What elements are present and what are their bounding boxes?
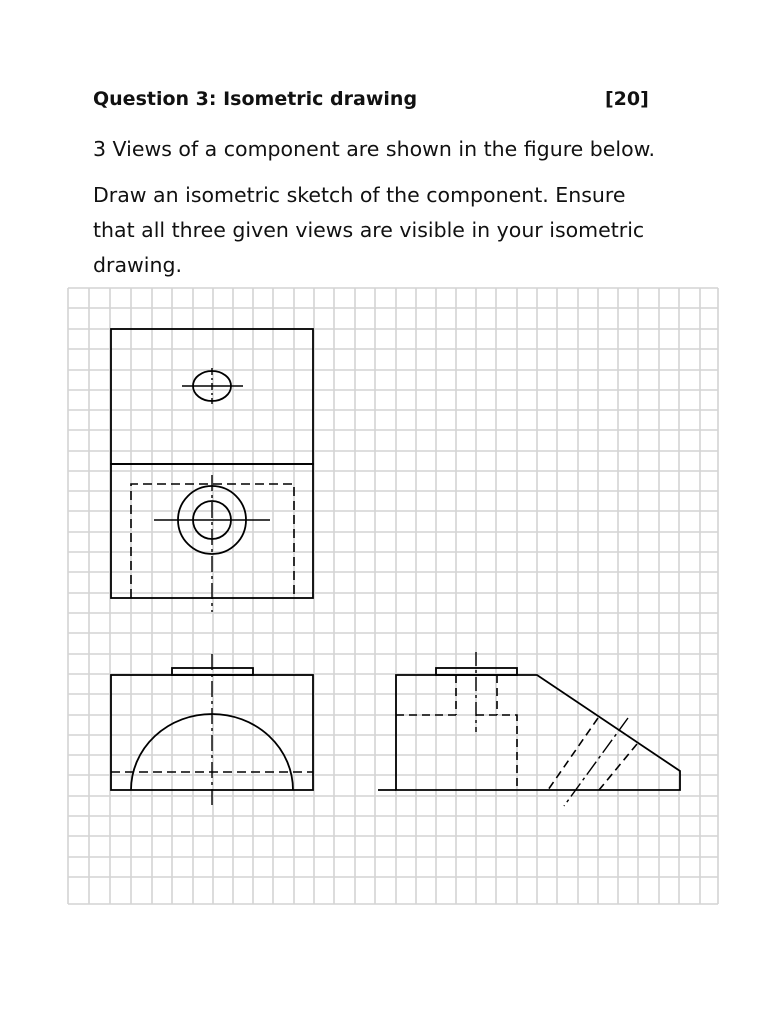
front-view-arch	[131, 714, 293, 790]
grid-paper	[68, 288, 718, 904]
question-marks: [20]	[605, 88, 649, 110]
question-line-2: Draw an isometric sketch of the component. Ensure	[93, 183, 626, 207]
question-line-1: 3 Views of a component are shown in the figure below.	[93, 137, 656, 161]
question-title: Question 3: Isometric drawing	[93, 88, 418, 110]
question-line-4: drawing.	[93, 253, 182, 277]
side-view	[378, 652, 680, 806]
front-view	[111, 654, 313, 806]
question-line-3: that all three given views are visible in your isometric	[93, 218, 645, 242]
side-view-hidden-slant-1	[548, 718, 598, 790]
